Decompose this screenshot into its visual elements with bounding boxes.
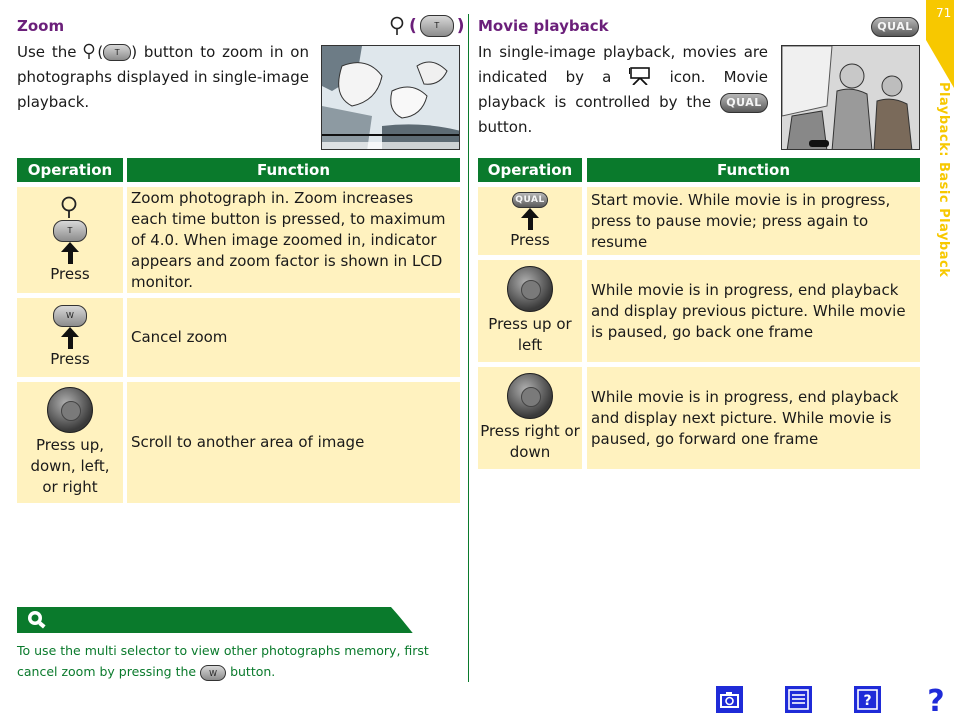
- movie-table-header-function: Function: [587, 158, 920, 182]
- zoom-intro: Use the ( T ) button to zoom in on photographs displayed in single-image playback.: [17, 43, 309, 111]
- zoom-table-header-operation: Operation: [17, 158, 123, 182]
- movie-row-3-function: While movie is in progress, end playback and display next picture. While movie is paused, go forward one frame: [587, 367, 920, 469]
- multi-selector-icon: [47, 387, 93, 433]
- tip-lightbulb-icon: [25, 609, 49, 631]
- t-button-icon: T: [103, 44, 131, 61]
- zoomed-photo-thumbnail: [321, 45, 460, 150]
- qual-button-icon: QUAL: [871, 17, 919, 37]
- t-button-icon: T: [53, 220, 87, 242]
- contents-icon[interactable]: [785, 686, 812, 713]
- press-arrow-icon: [521, 208, 539, 230]
- side-tab-label: Playback: Basic Playback: [936, 82, 951, 278]
- movie-table-header-operation: Operation: [478, 158, 582, 182]
- tip-bar-graphic: [17, 607, 414, 633]
- page-number: 71: [936, 6, 952, 20]
- zoom-row-1-function: Zoom photograph in. Zoom increases each time button is pressed, to maximum of 4.0. When image zoomed in, indicator appears and zoom factor is shown in LCD monitor.: [127, 187, 460, 293]
- qual-button-icon: QUAL: [512, 192, 548, 208]
- movie-indicator: [809, 140, 829, 147]
- svg-text:?: ?: [863, 693, 872, 709]
- movie-row-2-operation: Press up or left: [478, 260, 582, 362]
- qual-button-icon: QUAL: [720, 93, 768, 113]
- svg-text:?: ?: [927, 684, 945, 714]
- zoom-row-2-operation: W Press: [17, 298, 123, 377]
- movie-row-1-function: Start movie. While movie is in progress, press to pause movie; press again to resume: [587, 187, 920, 255]
- press-arrow-icon: [61, 327, 79, 349]
- zoom-table-header-function: Function: [127, 158, 460, 182]
- press-arrow-icon: [61, 242, 79, 264]
- tip-bar: [17, 607, 414, 633]
- magnifier-icon: [390, 16, 406, 36]
- movie-row-3-operation: Press right or down: [478, 367, 582, 469]
- w-button-icon: W: [200, 665, 226, 681]
- movie-photo-thumbnail: [781, 45, 920, 150]
- zoom-row-3-operation: Press up, down, left, or right: [17, 382, 123, 503]
- help-question-icon[interactable]: [854, 686, 881, 713]
- magnifier-icon: [60, 196, 80, 218]
- column-divider: [468, 14, 469, 682]
- movie-icon: [629, 67, 651, 85]
- magnifier-icon: [83, 43, 97, 59]
- zoom-in-t-button-label: T: [420, 15, 454, 37]
- multi-selector-up-left-icon: [507, 266, 553, 312]
- swans-photo: [322, 46, 460, 150]
- zoom-title-button-group: ( T ): [390, 15, 465, 37]
- zoom-title: Zoom: [17, 17, 65, 35]
- zoom-row-2-function: Cancel zoom: [127, 298, 460, 377]
- movie-row-1-operation: QUAL Press: [478, 187, 582, 255]
- question-icon[interactable]: [921, 684, 951, 714]
- camera-icon[interactable]: [716, 686, 743, 713]
- movie-playback-title: Movie playback: [478, 17, 609, 35]
- street-scene-photo: [782, 46, 920, 150]
- multi-selector-right-down-icon: [507, 373, 553, 419]
- w-button-icon: W: [53, 305, 87, 327]
- zoom-row-1-operation: T Press: [17, 187, 123, 293]
- movie-row-2-function: While movie is in progress, end playback and display previous picture. While movie is paused, go back one frame: [587, 260, 920, 362]
- zoom-row-3-function: Scroll to another area of image: [127, 382, 460, 503]
- tip-text: To use the multi selector to view other photographs memory, first cancel zoom by pressing the W button.: [17, 643, 429, 679]
- movie-intro: In single-image playback, movies are indicated by a icon. Movie playback is controlled by the QUAL button.: [478, 43, 768, 136]
